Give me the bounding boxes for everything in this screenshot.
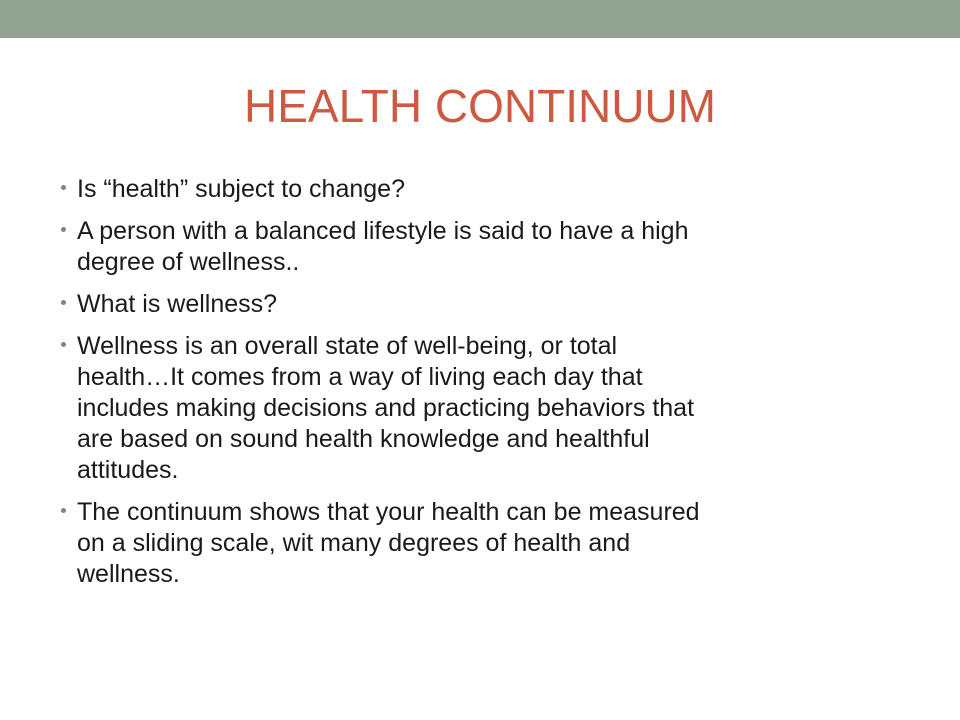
bullet-text: A person with a balanced lifestyle is said to have a high degree of wellness..: [77, 217, 689, 276]
bullet-item: [66, 216, 896, 278]
bullet-item: [66, 331, 896, 486]
bullet-text: Wellness is an overall state of well-being, or total health…It comes from a way of living each day that includes making decisions and practicing behaviors that are based on sound health knowledge and healthful attitudes.: [77, 332, 695, 484]
bullet-list: [66, 174, 896, 601]
bullet-dot-icon: [61, 300, 66, 305]
slide-title: HEALTH CONTINUUM: [244, 80, 716, 132]
bullet-item: [66, 174, 896, 205]
bullet-text: Is “health” subject to change?: [77, 175, 405, 203]
bullet-dot-icon: [61, 508, 66, 513]
slide-top-accent-bar: [0, 0, 960, 38]
bullet-text: What is wellness?: [77, 290, 278, 318]
bullet-dot-icon: [61, 227, 66, 232]
bullet-item: [66, 289, 896, 320]
bullet-item: [66, 497, 896, 590]
bullet-dot-icon: [61, 342, 66, 347]
bullet-dot-icon: [61, 185, 66, 190]
bullet-text: The continuum shows that your health can be measured on a sliding scale, wit many degrees of health and wellness.: [77, 498, 700, 588]
